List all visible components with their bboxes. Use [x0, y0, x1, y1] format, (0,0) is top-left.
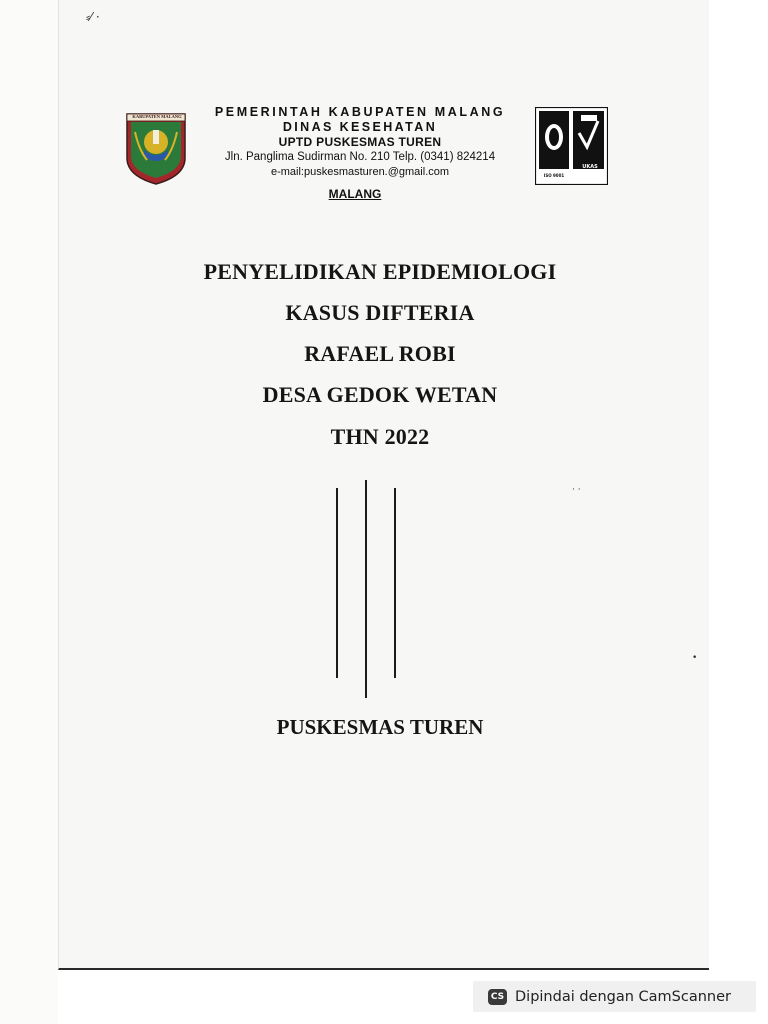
decorative-line-left — [336, 488, 338, 678]
title-line-1: PENYELIDIKAN EPIDEMIOLOGI — [203, 259, 557, 284]
scan-speck: • — [692, 653, 698, 663]
title-line-4: DESA GEDOK WETAN — [262, 382, 498, 407]
decorative-line-center — [365, 480, 367, 698]
letterhead-email: e-mail:puskesmasturen.@gmail.com — [270, 166, 450, 178]
scanner-watermark — [473, 981, 756, 1012]
title-line-5: THN 2022 — [330, 424, 430, 449]
cert-right-caption: UKAS — [582, 164, 598, 170]
scan-background — [0, 0, 58, 1024]
scan-speck: · · — [572, 485, 581, 495]
crest-label: KABUPATEN MALANG — [132, 114, 182, 119]
letterhead-address: Jln. Panglima Sudirman No. 210 Telp. (0341) 824214 — [224, 151, 496, 163]
letterhead-department: DINAS KESEHATAN — [282, 120, 438, 134]
decorative-line-right — [394, 488, 396, 678]
title-line-3: RAFAEL ROBI — [304, 341, 456, 366]
camscanner-logo-icon: CS — [488, 989, 507, 1005]
letterhead-government: PEMERINTAH KABUPATEN MALANG — [214, 105, 506, 119]
cert-left-caption: ISO 9001 — [543, 173, 565, 178]
footer-organization: PUSKESMAS TUREN — [276, 715, 484, 739]
letterhead — [190, 105, 530, 180]
letterhead-unit: UPTD PUSKESMAS TUREN — [278, 135, 442, 149]
letterhead-city: MALANG — [328, 187, 382, 201]
regency-crest-icon — [125, 110, 187, 186]
scan-smudge: ⸗⁄ · — [86, 10, 100, 24]
watermark-text: Dipindai dengan CamScanner — [515, 988, 732, 1005]
title-line-2: KASUS DIFTERIA — [285, 300, 475, 325]
